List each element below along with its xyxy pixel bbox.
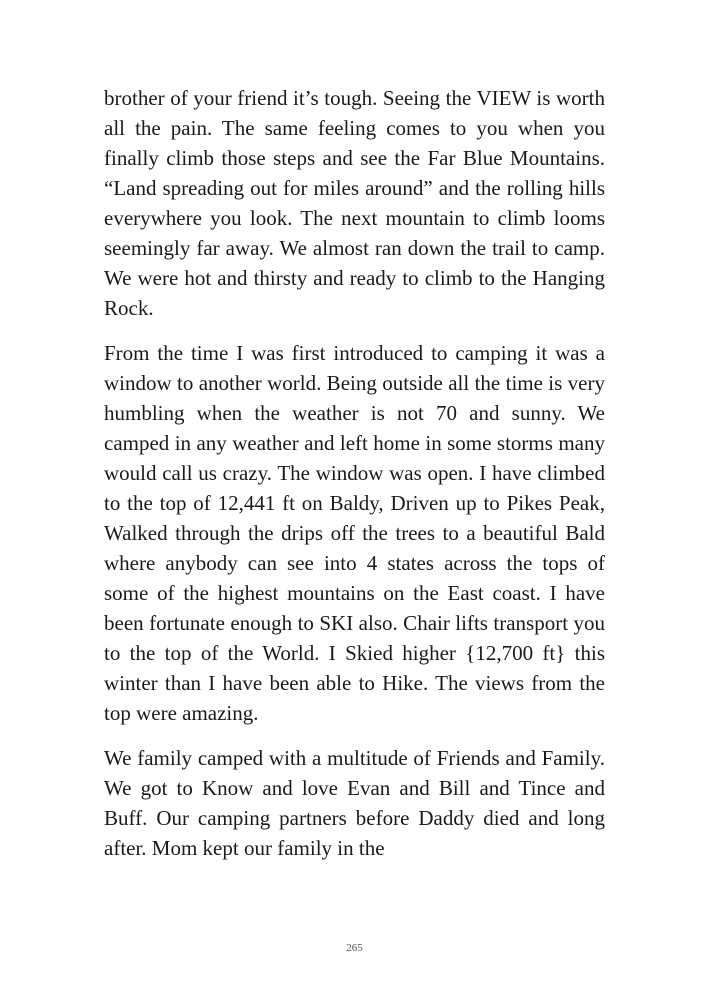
paragraph-3: We family camped with a multitude of Friends and Family. We got to Know and love Evan and Bill and Tince and Buff. Our camping partners before Daddy died and long after. Mom kept our family in the xyxy=(104,746,605,860)
page-body xyxy=(104,83,605,878)
paragraph-2: From the time I was first introduced to camping it was a window to another world. Being outside all the time is very humbling when the weather is not 70 and sunny. We camped in any weather and left home in some storms many would call us crazy. The window was open. I have climbed to the top of 12,441 ft on Baldy, Driven up to Pikes Peak, Walked through the drips off the trees to a beautiful Bald where anybody can see into 4 states across the tops of some of the highest mountains on the East coast. I have been fortunate enough to SKI also. Chair lifts transport you to the top of the World. I Skied higher {12,700 ft} this winter than I have been able to Hike. The views from the top were amazing. xyxy=(104,341,605,725)
page-number: 265 xyxy=(346,942,363,954)
paragraph-1: brother of your friend it’s tough. Seeing the VIEW is worth all the pain. The same feeling comes to you when you finally climb those steps and see the Far Blue Mountains. “Land spreading out for miles around” and the rolling hills everywhere you look. The next mountain to climb looms seemingly far away. We almost ran down the trail to camp. We were hot and thirsty and ready to climb to the Hanging Rock. xyxy=(104,86,605,320)
